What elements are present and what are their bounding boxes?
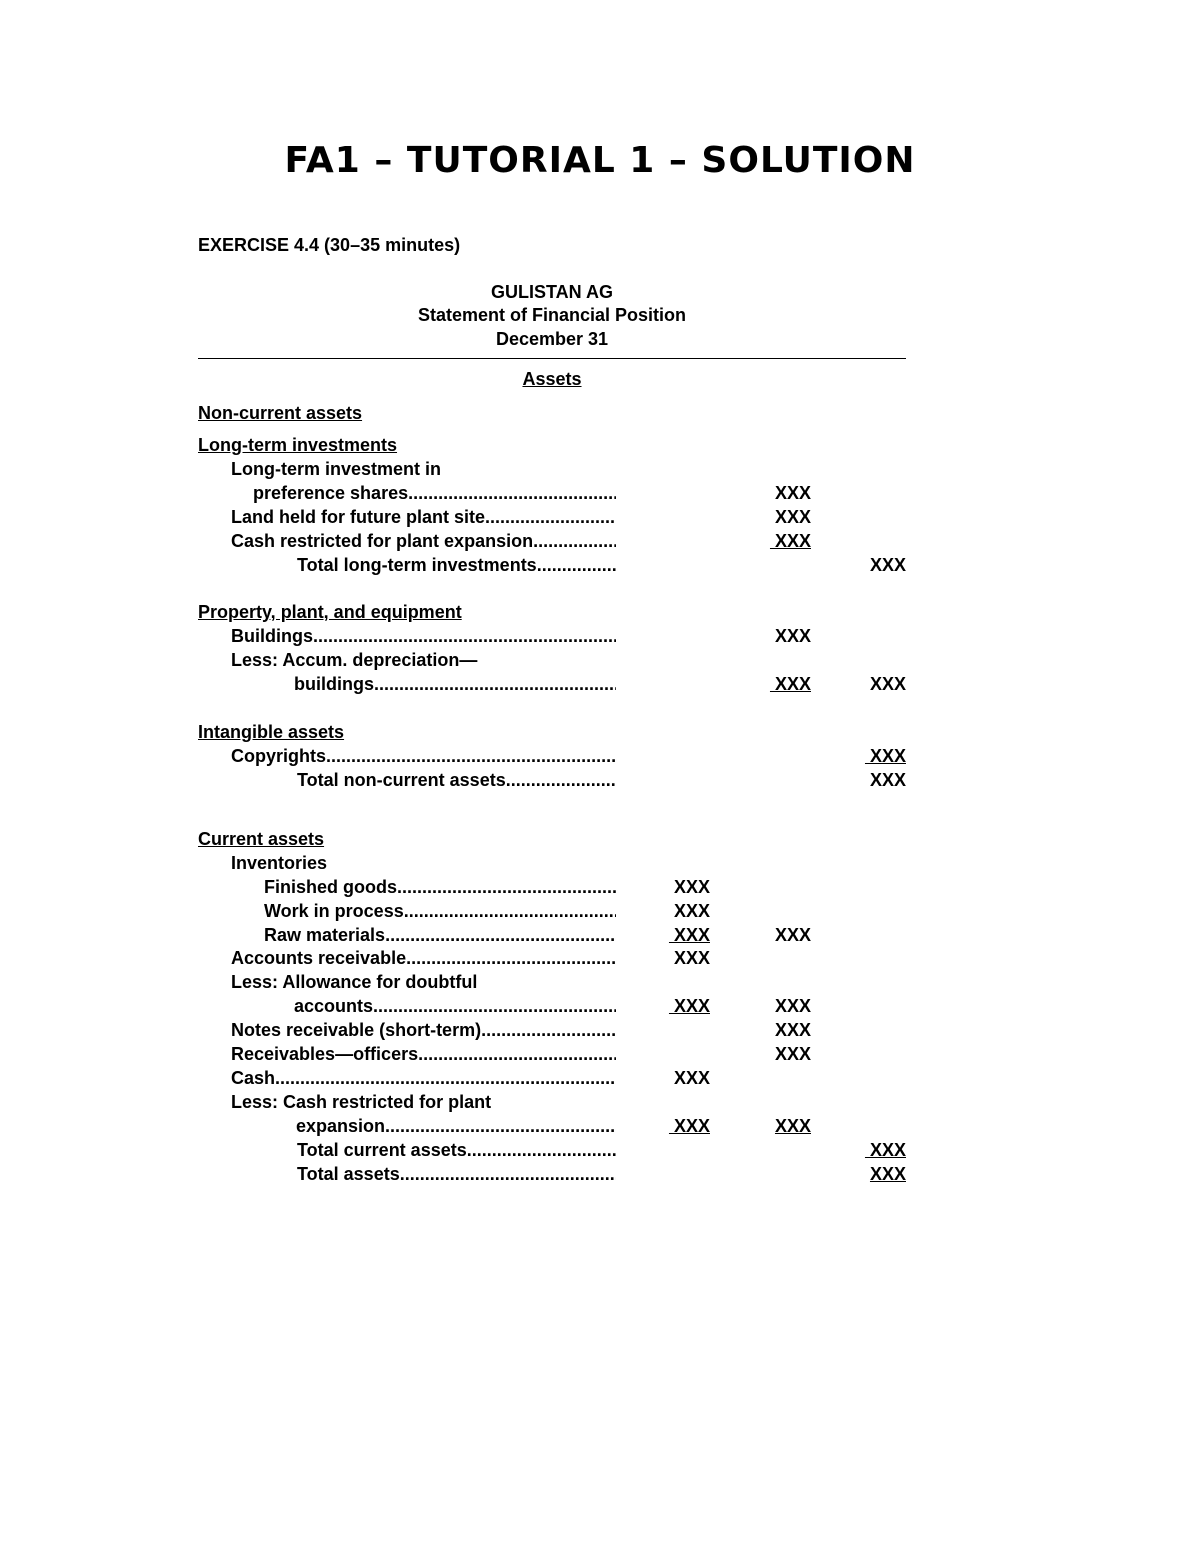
statement-date: December 31: [495, 329, 609, 349]
line-accum-2: buildings .....: [294, 672, 616, 696]
amount-cash-restricted: XXX: [769, 531, 811, 551]
section-long-term-investments: Long-term investments: [198, 435, 398, 455]
line-total-lti: Total long-term investments .....: [297, 553, 616, 577]
amount-inventories-total: XXX: [774, 925, 811, 945]
line-lti-preference-1: Long-term investment in: [231, 459, 442, 479]
line-buildings: Buildings .....: [231, 624, 616, 648]
line-cash-less-1: Less: Cash restricted for plant: [231, 1092, 492, 1112]
amount-buildings: XXX: [774, 626, 811, 646]
amount-total-noncurrent: XXX: [869, 770, 906, 790]
amount-total-assets: XXX: [869, 1164, 906, 1184]
amount-net-receivable: XXX: [774, 996, 811, 1016]
amount-land: XXX: [774, 507, 811, 527]
line-finished-goods: Finished goods .....: [264, 875, 616, 899]
line-copyrights: Copyrights .....: [231, 744, 616, 768]
page-title: FA1 – TUTORIAL 1 – SOLUTION: [284, 140, 916, 181]
line-cash-less-2: expansion .....: [296, 1114, 616, 1138]
exercise-heading: EXERCISE 4.4 (30–35 minutes): [198, 235, 461, 255]
line-total-assets: Total assets .....: [297, 1162, 616, 1186]
line-work-in-process: Work in process .....: [264, 899, 616, 923]
amount-lti-preference: XXX: [774, 483, 811, 503]
line-allowance-2: accounts .....: [294, 994, 616, 1018]
amount-net-cash: XXX: [774, 1116, 811, 1136]
amount-raw-materials: XXX: [668, 925, 710, 945]
line-total-noncurrent: Total non-current assets .....: [297, 768, 616, 792]
amount-notes-receivable: XXX: [774, 1020, 811, 1040]
amount-cash: XXX: [673, 1068, 710, 1088]
assets-heading: Assets: [522, 369, 582, 389]
line-lti-preference-2: preference shares .....: [253, 481, 616, 505]
line-accounts-receivable: Accounts receivable .....: [231, 946, 616, 970]
line-receivables-officers: Receivables—officers .....: [231, 1042, 616, 1066]
amount-total-current: XXX: [864, 1140, 906, 1160]
amount-receivables-officers: XXX: [774, 1044, 811, 1064]
line-cash: Cash .....: [231, 1066, 616, 1090]
line-accum-1: Less: Accum. depreciation—: [231, 650, 478, 670]
line-land: Land held for future plant site .....: [231, 505, 616, 529]
amount-work-in-process: XXX: [673, 901, 710, 921]
section-current: Current assets: [198, 829, 325, 849]
amount-total-lti: XXX: [869, 555, 906, 575]
line-notes-receivable: Notes receivable (short-term) .....: [231, 1018, 616, 1042]
section-noncurrent: Non-current assets: [198, 403, 363, 423]
amount-allowance: XXX: [668, 996, 710, 1016]
statement-title: Statement of Financial Position: [417, 305, 687, 325]
section-ppe: Property, plant, and equipment: [198, 602, 462, 622]
header-rule: [198, 358, 906, 359]
line-total-current: Total current assets .....: [297, 1138, 616, 1162]
line-inventories: Inventories: [231, 853, 328, 873]
line-cash-restricted: Cash restricted for plant expansion .....: [231, 529, 616, 553]
amount-net-ppe: XXX: [869, 674, 906, 694]
amount-cash-restricted-current: XXX: [668, 1116, 710, 1136]
line-raw-materials: Raw materials .....: [264, 923, 616, 947]
section-intangible: Intangible assets: [198, 722, 345, 742]
amount-finished-goods: XXX: [673, 877, 710, 897]
line-allowance-1: Less: Allowance for doubtful: [231, 972, 478, 992]
amount-accum: XXX: [769, 674, 811, 694]
amount-copyrights: XXX: [864, 746, 906, 766]
amount-accounts-receivable: XXX: [673, 948, 710, 968]
company-name: GULISTAN AG: [491, 282, 613, 302]
